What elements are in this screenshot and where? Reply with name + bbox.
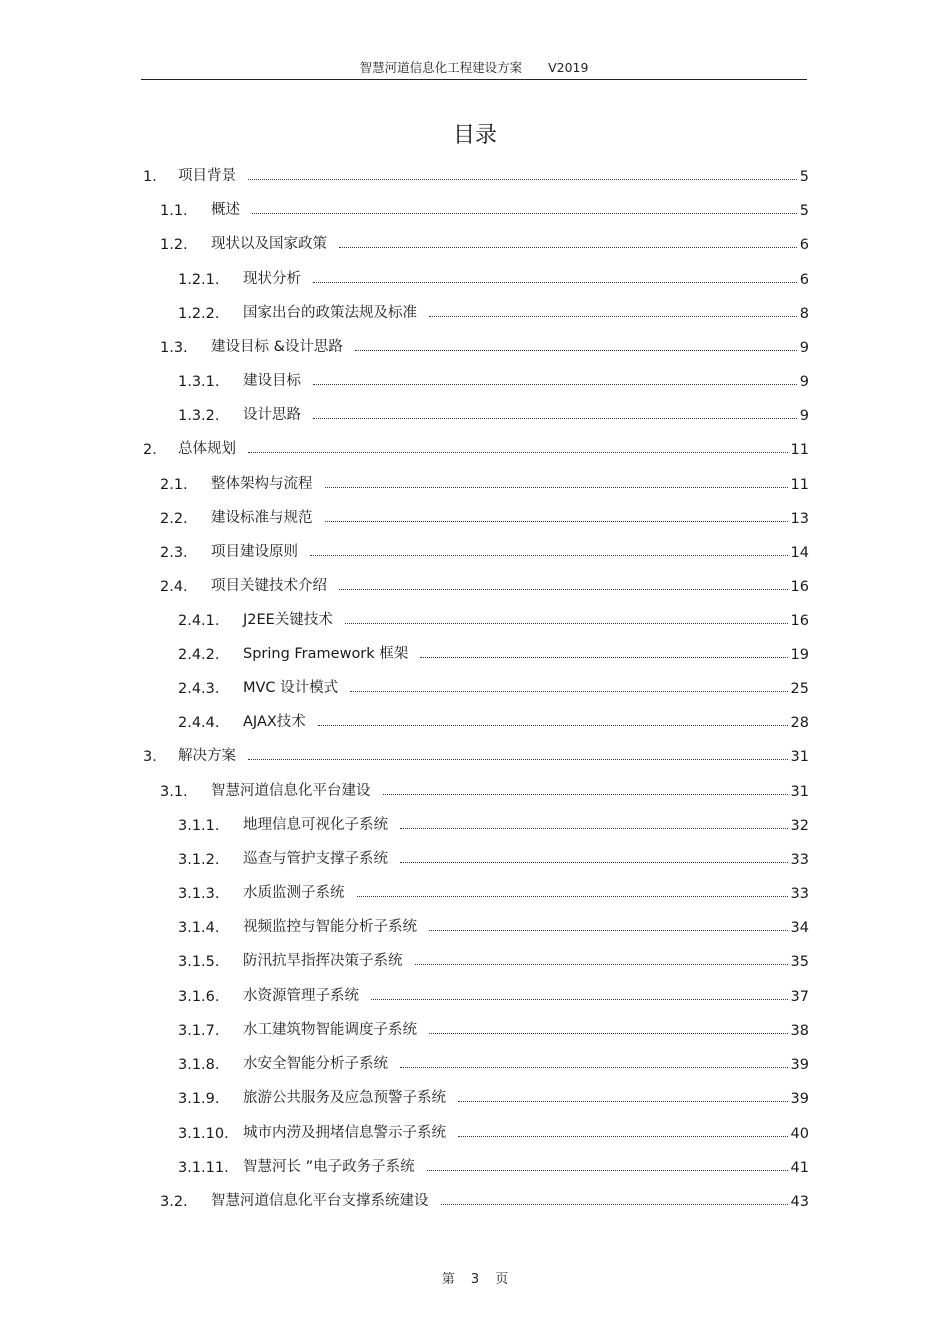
toc-entry-number: 2.3. [160, 545, 188, 561]
toc-dot-leader [400, 862, 788, 863]
header-divider [141, 79, 807, 80]
toc-entry-page: 32 [790, 818, 809, 834]
toc-entry-number: 2.1. [160, 477, 188, 493]
toc-entry-page: 33 [790, 886, 809, 902]
toc-dot-leader [325, 487, 788, 488]
toc-dot-leader [355, 350, 797, 351]
toc-entry-page: 8 [799, 306, 809, 322]
toc-dot-leader [318, 725, 788, 726]
toc-entry-page: 38 [790, 1023, 809, 1039]
toc-entry-title: 总体规划 [178, 441, 236, 457]
toc-entry[interactable] [160, 334, 809, 356]
toc-entry-title: 整体架构与流程 [211, 476, 313, 492]
toc-entry-page: 16 [790, 579, 809, 595]
toc-entry-number: 2.2. [160, 511, 188, 527]
toc-entry-number: 3.1.6. [178, 989, 220, 1005]
toc-entry-number: 3.2. [160, 1194, 188, 1210]
toc-entry-title: MVC 设计模式 [243, 680, 339, 696]
toc-entry[interactable] [178, 1051, 809, 1073]
toc-entry-title: 视频监控与智能分析子系统 [243, 919, 417, 935]
toc-dot-leader [339, 247, 797, 248]
toc-entry-title: 建设目标 [243, 373, 301, 389]
toc-entry-number: 1.2.2. [178, 306, 220, 322]
toc-entry-number: 3.1.3. [178, 886, 220, 902]
toc-entry[interactable] [178, 1017, 809, 1039]
toc-entry-page: 39 [790, 1091, 809, 1107]
toc-entry-number: 3.1.4. [178, 920, 220, 936]
toc-entry-number: 2.4.3. [178, 681, 220, 697]
toc-entry-title: 智慧河道信息化平台支撑系统建设 [211, 1193, 429, 1209]
toc-entry-title: 智慧河长 ”电子政务子系统 [243, 1159, 415, 1175]
toc-entry-title: 水工建筑物智能调度子系统 [243, 1022, 417, 1038]
toc-dot-leader [429, 930, 788, 931]
toc-entry-number: 3. [143, 749, 157, 765]
toc-entry-number: 2. [143, 442, 157, 458]
toc-dot-leader [458, 1136, 788, 1137]
toc-dot-leader [313, 418, 797, 419]
toc-entry[interactable] [178, 402, 809, 424]
toc-entry-page: 11 [790, 442, 809, 458]
toc-entry[interactable] [178, 846, 809, 868]
toc-entry-page: 39 [790, 1057, 809, 1073]
toc-entry-title: 建设标准与规范 [211, 510, 313, 526]
toc-entry-page: 43 [790, 1194, 809, 1210]
toc-dot-leader [400, 828, 788, 829]
toc-entry[interactable] [178, 641, 809, 663]
toc-entry-page: 6 [799, 272, 809, 288]
toc-entry-page: 9 [799, 340, 809, 356]
toc-dot-leader [325, 521, 788, 522]
toc-entry-title: 解决方案 [178, 748, 236, 764]
toc-entry[interactable] [178, 266, 809, 288]
toc-entry-page: 31 [790, 749, 809, 765]
toc-entry-page: 37 [790, 989, 809, 1005]
toc-entry-title: 项目关键技术介绍 [211, 578, 327, 594]
toc-entry-page: 33 [790, 852, 809, 868]
toc-entry-page: 5 [799, 169, 809, 185]
page-footer [0, 1268, 950, 1287]
toc-entry-number: 1.1. [160, 203, 188, 219]
toc-entry-title: 现状以及国家政策 [211, 236, 327, 252]
header-version: V2019 [548, 60, 589, 75]
toc-entry-page: 11 [790, 477, 809, 493]
toc-entry[interactable] [178, 1154, 809, 1176]
toc-entry-title: 现状分析 [243, 271, 301, 287]
toc-dot-leader [420, 657, 787, 658]
toc-entry[interactable] [160, 471, 809, 493]
toc-entry-page: 25 [790, 681, 809, 697]
toc-dot-leader [345, 623, 788, 624]
toc-entry[interactable] [160, 778, 809, 800]
toc-entry-title: 建设目标 &设计思路 [211, 339, 343, 355]
toc-entry-title: 旅游公共服务及应急预警子系统 [243, 1090, 446, 1106]
toc-entry[interactable] [178, 607, 809, 629]
toc-dot-leader [350, 691, 787, 692]
toc-entry[interactable] [178, 948, 809, 970]
toc-dot-leader [310, 555, 788, 556]
toc-entry[interactable] [160, 505, 809, 527]
toc-entry-number: 3.1.9. [178, 1091, 220, 1107]
toc-dot-leader [252, 213, 797, 214]
toc-entry-number: 3.1.5. [178, 954, 220, 970]
toc-entry[interactable] [160, 1188, 809, 1210]
toc-entry-title: 水安全智能分析子系统 [243, 1056, 388, 1072]
footer-prefix: 第 [441, 1272, 455, 1287]
toc-entry-number: 3.1.1. [178, 818, 220, 834]
toc-entry-title: 智慧河道信息化平台建设 [211, 783, 371, 799]
toc-entry-number: 2.4.2. [178, 647, 220, 663]
toc-entry-number: 3.1.7. [178, 1023, 220, 1039]
toc-entry-page: 41 [790, 1160, 809, 1176]
toc-entry-page: 6 [799, 237, 809, 253]
footer-suffix: 页 [495, 1272, 509, 1287]
toc-entry-number: 2.4.1. [178, 613, 220, 629]
toc-entry-title: 巡查与管护支撑子系统 [243, 851, 388, 867]
toc-entry-title: J2EE关键技术 [243, 612, 333, 628]
toc-entry[interactable] [178, 1085, 809, 1107]
toc-entry-page: 9 [799, 374, 809, 390]
toc-entry[interactable] [160, 197, 809, 219]
toc-dot-leader [313, 384, 797, 385]
toc-dot-leader [248, 452, 788, 453]
toc-entry-number: 1. [143, 169, 157, 185]
toc-entry[interactable] [143, 163, 809, 185]
toc-entry-page: 13 [790, 511, 809, 527]
toc-dot-leader [429, 1033, 788, 1034]
toc-dot-leader [441, 1204, 788, 1205]
toc-dot-leader [429, 316, 797, 317]
toc-entry[interactable] [160, 539, 809, 561]
toc-entry-page: 5 [799, 203, 809, 219]
toc-entry-number: 1.3. [160, 340, 188, 356]
toc-entry[interactable] [178, 709, 809, 731]
toc-entry[interactable] [160, 573, 809, 595]
toc-entry-page: 16 [790, 613, 809, 629]
toc-entry-page: 28 [790, 715, 809, 731]
toc-dot-leader [339, 589, 788, 590]
toc-dot-leader [383, 794, 788, 795]
toc-entry-number: 3.1.8. [178, 1057, 220, 1073]
toc-entry-title: 项目建设原则 [211, 544, 298, 560]
toc-entry-title: 防汛抗旱指挥决策子系统 [243, 953, 403, 969]
toc-entry-page: 19 [790, 647, 809, 663]
toc-entry-title: AJAX技术 [243, 714, 306, 730]
toc-entry-number: 1.3.2. [178, 408, 220, 424]
toc-entry-page: 31 [790, 784, 809, 800]
toc-entry[interactable] [178, 914, 809, 936]
running-header [141, 58, 807, 76]
toc-entry[interactable] [178, 983, 809, 1005]
toc-entry-page: 35 [790, 954, 809, 970]
toc-dot-leader [427, 1170, 788, 1171]
toc-dot-leader [313, 282, 797, 283]
toc-dot-leader [371, 999, 788, 1000]
toc-entry-title: 设计思路 [243, 407, 301, 423]
toc-entry[interactable] [178, 675, 809, 697]
toc-dot-leader [415, 964, 788, 965]
toc-dot-leader [248, 759, 788, 760]
toc-entry[interactable] [143, 436, 809, 458]
toc-dot-leader [458, 1101, 788, 1102]
toc-entry-number: 1.2.1. [178, 272, 220, 288]
toc-entry-title: 城市内涝及拥堵信息警示子系统 [243, 1125, 446, 1141]
toc-entry-title: 水资源管理子系统 [243, 988, 359, 1004]
toc-entry-number: 3.1. [160, 784, 188, 800]
toc-entry-number: 2.4.4. [178, 715, 220, 731]
toc-entry-page: 40 [790, 1126, 809, 1142]
header-title: 智慧河道信息化工程建设方案 [359, 60, 523, 75]
toc-entry-title: 项目背景 [178, 168, 236, 184]
toc-entry-page: 9 [799, 408, 809, 424]
toc-entry-title: Spring Framework 框架 [243, 646, 409, 662]
toc-entry-number: 1.2. [160, 237, 188, 253]
toc-entry-number: 2.4. [160, 579, 188, 595]
toc-entry-title: 国家出台的政策法规及标准 [243, 305, 417, 321]
toc-dot-leader [357, 896, 788, 897]
toc-entry-number: 3.1.11. [178, 1160, 229, 1176]
toc-entry[interactable] [178, 1120, 809, 1142]
toc-entry-title: 地理信息可视化子系统 [243, 817, 388, 833]
toc-entry[interactable] [178, 300, 809, 322]
toc-entry[interactable] [178, 368, 809, 390]
footer-page-number: 3 [470, 1272, 480, 1287]
toc-entry-number: 3.1.2. [178, 852, 220, 868]
toc-entry-page: 14 [790, 545, 809, 561]
toc-title: 目录 [452, 123, 497, 148]
toc-entry[interactable] [178, 812, 809, 834]
toc-entry-number: 1.3.1. [178, 374, 220, 390]
toc-entry[interactable] [143, 743, 809, 765]
toc-entry-number: 3.1.10. [178, 1126, 229, 1142]
toc-entry-title: 概述 [211, 202, 240, 218]
toc-dot-leader [400, 1067, 788, 1068]
toc-dot-leader [248, 179, 797, 180]
toc-entry[interactable] [178, 880, 809, 902]
toc-entry[interactable] [160, 231, 809, 253]
toc-entry-page: 34 [790, 920, 809, 936]
toc-entry-title: 水质监测子系统 [243, 885, 345, 901]
